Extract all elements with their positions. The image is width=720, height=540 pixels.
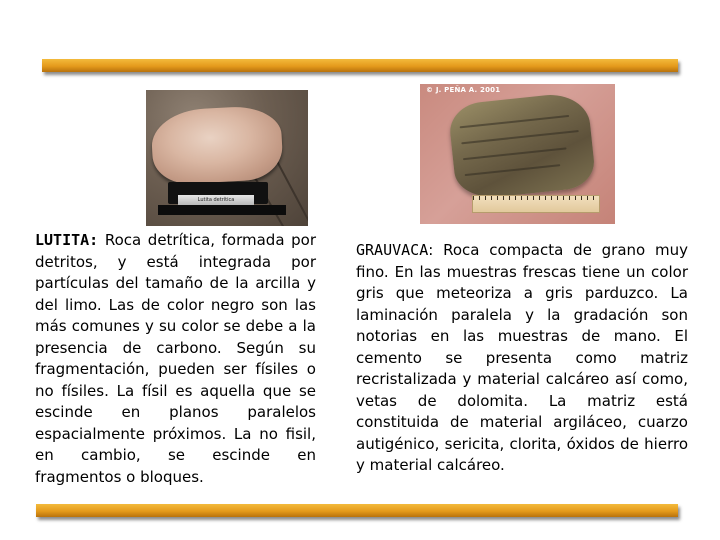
- grauvaca-photo: [420, 84, 615, 224]
- grauvaca-rock-sample: [447, 91, 596, 201]
- rock-lamination: [465, 164, 561, 176]
- lutita-term: LUTITA:: [35, 231, 99, 249]
- scale-ruler: [472, 195, 600, 213]
- bottom-decorative-bar: [36, 504, 678, 517]
- rock-lamination: [460, 115, 570, 128]
- rock-lamination: [461, 130, 579, 144]
- specimen-label-plate: Lutita detrítica: [178, 195, 254, 205]
- grauvaca-term: GRAUVACA: [356, 241, 429, 259]
- lutita-description: Roca detrítica, formada por detritos, y está integrada por partículas del tamaño de la arcilla y del limo. Las de color negro son las más comunes y su color se debe a la presencia de carbono. Según su fragmentación, pueden ser físiles o no físiles. La físil es aquella que se escinde en planos paralelos espacialmente próximos. La no fisil, en cambio, se escinde en fragmentos o bloques.: [35, 231, 316, 486]
- lutita-paragraph: [35, 230, 316, 488]
- grauvaca-description: : Roca compacta de grano muy fino. En las muestras frescas tiene un color gris que meteoriza a gris parduzco. La laminación paralela y la gradación son notorias en las muestras de mano. El cemento se presenta como matriz recristalizada y material calcáreo así como, vetas de dolomita. La matriz está constituida de material argiláceo, cuarzo autigénico, sericita, clorita, óxidos de hierro y material calcáreo.: [356, 241, 688, 474]
- top-decorative-bar: [42, 59, 678, 72]
- grauvaca-paragraph: [356, 240, 688, 477]
- lutita-photo: [146, 90, 308, 226]
- rock-lamination: [463, 147, 567, 160]
- lutita-rock-sample: [150, 105, 284, 186]
- display-base: [158, 205, 286, 215]
- photo-copyright-caption: © J. PEÑA A. 2001: [426, 86, 501, 94]
